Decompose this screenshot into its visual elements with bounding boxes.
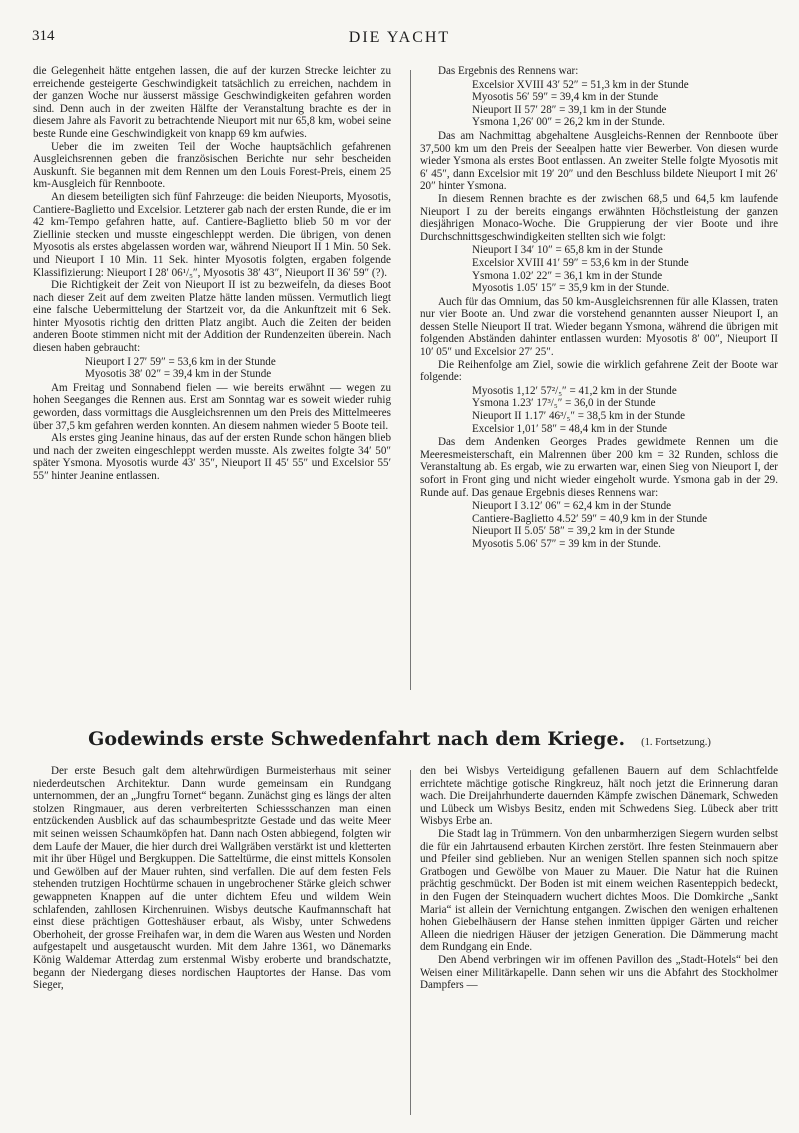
result-line: Cantiere-Baglietto 4.52′ 59″ = 40,9 km in der Stunde xyxy=(472,512,708,525)
result-line: Nieuport II 1.17′ 46³/₅″ = 38,5 km in der Stunde xyxy=(472,410,686,423)
paragraph: die Gelegenheit hätte entgehen lassen, die auf der kurzen Strecke leichter zu erreichende gesteigerte Geschwindigkeit tatsächlich zu erreichen, nachdem in der ganzen Woche nur äusserst mässige Geschwindigkeiten gefahren worden sind. Denn auch in der zweiten Hälfte der Veranstaltung brachte es der in diesem Jahre als Favorit zu betrachtende Nieuport mit nur 65,8 km, wobei seine beste Runde eine Geschwindigkeit von knapp 69 km aufwies. xyxy=(33,65,391,140)
result-list xyxy=(472,79,778,129)
article-title: Godewinds erste Schwedenfahrt nach dem Kriege. xyxy=(88,728,626,750)
paragraph: Am Freitag und Sonnabend fielen — wie bereits erwähnt — wegen zu hohen Seeganges die Rennen aus. Erst am Sonntag war es soweit wieder ruhig geworden, dass vormittags die Ausgleichsrennen um den Preis des Mittelmeeres über 37,5 km gefahren werden konnten. An diesem nahmen wieder 5 Boote teil. xyxy=(33,381,391,432)
article-column-left xyxy=(33,765,391,992)
paragraph: Die Reihenfolge am Ziel, sowie die wirklich gefahrene Zeit der Boote war folgende: xyxy=(420,358,778,384)
paragraph: Das dem Andenken Georges Prades gewidmete Rennen um die Meeresmeisterschaft, ein Malrennen über 200 km = 32 Runden, schloss die Veranstaltung ab. Es ergab, wie zu erwarten war, einen Sieg von Nieuport I, der sofort in Front ging und nicht wieder eingeholt wurde. Ysmona gab in der 29. Runde auf. Das genaue Ergebnis dieses Rennens war: xyxy=(420,436,778,499)
paragraph: Den Abend verbringen wir im offenen Pavillon des „Stadt-Hotels“ bei den Weisen einer Militärkapelle. Dann sehen wir uns die Abfahrt des Stockholmer Dampfers — xyxy=(420,953,778,992)
result-line: Myosotis 1.05′ 15″ = 35,9 km in der Stunde. xyxy=(472,282,670,295)
result-line: Excelsior XVIII 43′ 52″ = 51,3 km in der Stunde xyxy=(472,78,689,91)
running-title: DIE YACHT xyxy=(348,29,451,46)
result-line: Ysmona 1.23′ 17³/₅″ = 36,0 in der Stunde xyxy=(472,397,656,410)
page-number: 314 xyxy=(32,28,55,44)
result-list xyxy=(472,244,778,294)
result-line: Nieuport I 34′ 10″ = 65,8 km in der Stunde xyxy=(472,244,663,257)
report-column-left xyxy=(33,65,391,483)
result-line: Nieuport II 5.05′ 58″ = 39,2 km in der Stunde xyxy=(472,525,675,538)
result-line: Myosotis 56′ 59″ = 39,4 km in der Stunde xyxy=(472,91,659,104)
paragraph: Der erste Besuch galt dem altehrwürdigen Burmeisterhaus mit seiner niederdeutschen Architektur. Dann wurde gemeinsam ein Rundgang unternommen, der an „Jungfru Tornet“ begann. Zunächst ging es längs der alten stolzen Ringmauer, aus deren verbreiterten Schiessschanzen man einen entzückenden Ausblick auf das schaumbespritzte Gestade und das weite Meer mit seinen weissen Schaumköpfen hat. Dann nach Osten abbiegend, folgten wir dem Laufe der Mauer, die hier durch drei Wallgräben verstärkt ist und kletterten mit ihr über Hügel und Bergkuppen. Die Satteltürme, die einst mittels Konsolen und Gewölben auf der Mauer ruhten, sind verfallen. Die auf dem festen Fels stehenden trutzigen Hochtürme schauen in ungebrochener Stärke gleich schwer gewappneten Knappen auf die unter dichtem Efeu und wildem Wein schlafenden, zahllosen Kirchenruinen. Wisbys deutsche Kaufmannschaft hat einst diese prächtigen Gotteshäuser erbaut, als Wisby, unter Schwedens Oberhoheit, der grosse Freihafen war, in dem die Waren aus Westen und Norden aufgestapelt und ausgetauscht wurden. Mit dem Jahre 1361, wo Dänemarks König Waldemar Atterdag zum erstenmal Wisby eroberte und brandschatzte, begann der Niedergang dieses nordischen Hauptortes der Hanse. Das vom Sieger, xyxy=(33,765,391,992)
article-column-right xyxy=(420,765,778,992)
result-line: Excelsior XVIII 41′ 59″ = 53,6 km in der Stunde xyxy=(472,256,689,269)
report-column-right xyxy=(420,65,778,552)
paragraph: Auch für das Omnium, das 50 km-Ausgleichsrennen für alle Klassen, traten nur vier Boote an. Und zwar die vorstehend genannten ausser Nieuport I, an dessen Stelle Nieuport II trat. Wieder begann Ysmona, während die übrigen mit folgenden Abständen dahinter entlassen wurden: Myosotis 8′ 00″, Nieuport II 10′ 05″ und Excelsior 27′ 25″. xyxy=(420,295,778,359)
paragraph: An diesem beteiligten sich fünf Fahrzeuge: die beiden Nieuports, Myosotis, Cantiere-Baglietto und Excelsior. Letzterer gab nach der ersten Runde, die er im 42 km-Tempo gefahren hatte, auf. Cantiere-Baglietto blieb 50 m vor der Ziellinie stecken und musste eingeschleppt werden. Die übrigen, von denen Myosotis als erstes abgelassen worden war, während Nieuport II 1 Min. 50 Sek. und Nieuport I 10 Min. 11 Sek. hinter Myosotis folgten, ergaben folgende Klassifizierung: Nieuport I 28′ 06¹/₅″, Myosotis 38′ 43″, Nieuport II 36′ 59″ (?). xyxy=(33,190,391,279)
paragraph: den bei Wisbys Verteidigung gefallenen Bauern auf dem Schlachtfelde errichtete mächtige gotische Ringkreuz, hält noch jetzt die Erinnerung daran wach. Die Dreijahrhunderte dauernden Kämpfe zwischen Dänemark, Schweden und Lübeck um Wisbys Besitz, enden mit Schwedens Sieg. Lübeck aber tritt Wisbys Erbe an. xyxy=(420,765,778,828)
result-line: Nieuport I 3.12′ 06″ = 62,4 km in der Stunde xyxy=(472,500,672,513)
paragraph: Das am Nachmittag abgehaltene Ausgleichs-Rennen der Rennboote über 37,500 km um den Preis der Seealpen hatte vier Bewerber. Von diesen wurde wieder Ysmona als erstes Boot entlassen. An zweiter Stelle folgte Myosotis mit 6′ 45″, dann Excelsior mit 19′ 20″ und den Beschluss bildete Nieuport I mit 26′ 20″ hinter Ysmona. xyxy=(420,129,778,193)
paragraph: Ueber die im zweiten Teil der Woche hauptsächlich gefahrenen Ausgleichsrennen geben die französischen Berichte nur sehr bescheiden Auskunft. Sie begannen mit dem Rennen um den Louis Forest-Preis, einem 25 km-Ausgleich für Rennboote. xyxy=(33,140,391,191)
result-line: Myosotis 1,12′ 57²/₅″ = 41,2 km in der Stunde xyxy=(472,384,677,397)
result-line: Myosotis 5.06′ 57″ = 39 km in der Stunde. xyxy=(472,537,661,550)
paragraph: In diesem Rennen brachte es der zwischen 68,5 und 64,5 km laufende Nieuport I zu der bereits eingangs erwähnten Höchstleistung der ganzen diesjährigen Monaco-Woche. Die Gruppierung der vier Boote und ihre Durchschnittsgeschwindigkeiten stellten sich wie folgt: xyxy=(420,192,778,243)
paragraph: Die Stadt lag in Trümmern. Von den unbarmherzigen Siegern wurden selbst die für ein Jahrtausend erbauten Kirchen zerstört. Ihre festen Steinmauern aber und Pfeiler sind geblieben. Nur an wenigen Stellen spannen sich noch spitze Gratbogen und Gewölbe von Mauer zu Mauer. Die Natur hat die Ruinen prächtig geschmückt. Der Boden ist mit einem weichen Rasenteppich bedeckt, in den Fugen der Steinquadern wuchert dichtes Moos. Die Domkirche „Sankt Maria“ ist allein der Vernichtung entgangen. Zwischen den wenigen erhaltenen hohen Giebelhäusern der Hanse stehen inmitten üppiger Gärten und reicher Alleen die niedrigen Häuser der jetzigen Generation. Die Dämmerung macht dem Rundgang ein Ende. xyxy=(420,827,778,954)
paragraph: Die Richtigkeit der Zeit von Nieuport II ist zu bezweifeln, da dieses Boot nach dieser Zeit auf dem zweiten Platze hätte landen müssen. Vermutlich liegt eine falsche Uebermittelung der Startzeit vor, da die Ankunftzeit mit 6 Sek. hinter Myosotis richtig den dritten Platz angibt. Auch die Zeiten der beiden anderen Boote stimmen nicht mit der Addition der Rundenzeiten überein. Nach diesen haben gebraucht: xyxy=(33,279,391,355)
result-line: Nieuport II 57′ 28″ = 39,1 km in der Stunde xyxy=(472,103,667,116)
result-list xyxy=(472,385,778,435)
result-line: Excelsior 1,01′ 58″ = 48,4 km in der Stunde xyxy=(472,422,668,435)
result-line: Myosotis 38′ 02″ = 39,4 km in der Stunde xyxy=(85,368,272,381)
result-line: Ysmona 1,26′ 00″ = 26,2 km in der Stunde. xyxy=(472,116,665,129)
result-line: Nieuport I 27′ 59″ = 53,6 km in der Stunde xyxy=(85,355,276,368)
column-divider-top xyxy=(410,70,411,690)
paragraph: Das Ergebnis des Rennens war: xyxy=(438,65,579,77)
result-list xyxy=(85,356,391,381)
result-list xyxy=(472,500,778,550)
column-divider-bottom xyxy=(410,770,411,1115)
article-heading xyxy=(0,728,799,750)
article-continuation-note: (1. Fortsetzung.) xyxy=(641,737,711,748)
paragraph: Als erstes ging Jeanine hinaus, das auf der ersten Runde schon hängen blieb und nach der zweiten eingeschleppt werden musste. Als zweites folgte 34′ 50″ später Ysmona. Myosotis wurde 43′ 35″, Nieuport II 45′ 55″ und Excelsior 55′ 55″ hinter Jeanine entlassen. xyxy=(33,432,391,482)
result-line: Ysmona 1.02′ 22″ = 36,1 km in der Stunde xyxy=(472,269,663,282)
